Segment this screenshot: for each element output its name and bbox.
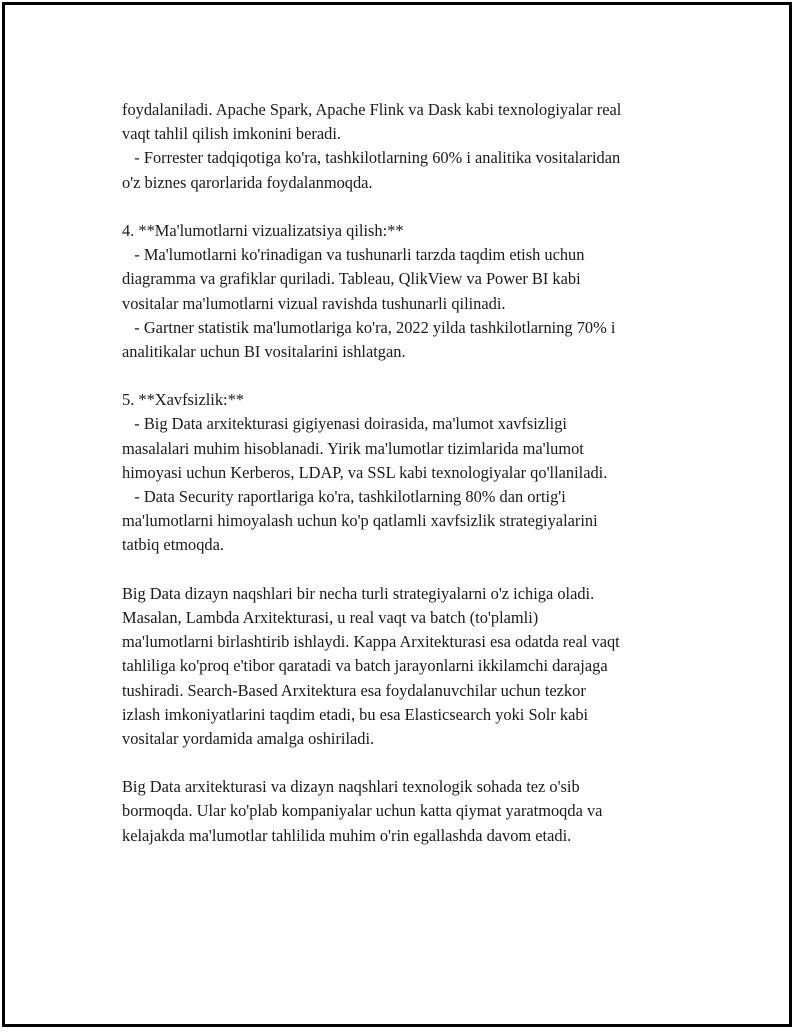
page-frame [2, 2, 792, 1027]
paragraph-conclusion [122, 775, 702, 848]
text-line: himoyasi uchun Kerberos, LDAP, va SSL kabi texnologiyalar qo'llaniladi. [122, 462, 608, 482]
text-line: ma'lumotlarni birlashtirib ishlaydi. Kappa Arxitekturasi esa odatda real vaqt [122, 632, 620, 652]
paragraph-processing-cont [122, 98, 702, 195]
text-line: tushiradi. Search-Based Arxitektura esa foydalanuvchilar uchun tezkor [122, 680, 586, 700]
text-line: Masalan, Lambda Arxitekturasi, u real vaqt va batch (to'plamli) [122, 607, 539, 627]
text-line: vositalar yordamida amalga oshiriladi. [122, 728, 375, 748]
paragraph-security [122, 388, 702, 557]
text-line: bormoqda. Ular ko'plab kompaniyalar uchun katta qiymat yaratmoqda va [122, 801, 603, 821]
text-line: o'z biznes qarorlarida foydalanmoqda. [122, 172, 373, 192]
text-line: masalalari muhim hisoblanadi. Yirik ma'lumotlar tizimlarida ma'lumot [122, 438, 584, 458]
text-line: - Big Data arxitekturasi gigiyenasi doirasida, ma'lumot xavfsizligi [122, 414, 567, 434]
text-line: tahliliga ko'proq e'tibor qaratadi va batch jarayonlarni ikkilamchi darajaga [122, 656, 608, 676]
paragraph-gap [122, 751, 702, 775]
paragraph-gap [122, 558, 702, 582]
text-line: vaqt tahlil qilish imkonini beradi. [122, 124, 341, 144]
text-line: izlash imkoniyatlarini taqdim etadi, bu esa Elasticsearch yoki Solr kabi [122, 704, 589, 724]
text-line: - Data Security raportlariga ko'ra, tashkilotlarning 80% dan ortig'i [122, 487, 566, 506]
paragraph-design-patterns [122, 582, 702, 751]
text-line: - Gartner statistik ma'lumotlariga ko'ra, 2022 yilda tashkilotlarning 70% i [122, 317, 616, 337]
paragraph-gap [122, 364, 702, 388]
text-line: foydalaniladi. Apache Spark, Apache Flink va Dask kabi texnologiyalar real [122, 100, 622, 119]
text-line: - Ma'lumotlarni ko'rinadigan va tushunarli tarzda taqdim etish uchun [122, 245, 585, 265]
section-heading: 4. **Ma'lumotlarni vizualizatsiya qilish:** [122, 220, 404, 240]
text-line: ma'lumotlarni himoyalash uchun ko'p qatlamli xavfsizlik strategiyalarini [122, 511, 598, 531]
text-line: Big Data dizayn naqshlari bir necha turli strategiyalarni o'z ichiga oladi. [122, 583, 595, 603]
section-heading: 5. **Xavfsizlik:** [122, 390, 245, 410]
text-line: Big Data arxitekturasi va dizayn naqshlari texnologik sohada tez o'sib [122, 777, 580, 797]
text-line: vositalar ma'lumotlarni vizual ravishda tushunarli qilinadi. [122, 293, 506, 313]
paragraph-visualization [122, 219, 702, 364]
text-line: diagramma va grafiklar quriladi. Tableau, QlikView va Power BI kabi [122, 269, 581, 289]
text-line: tatbiq etmoqda. [122, 535, 224, 555]
paragraph-gap [122, 195, 702, 219]
text-line: analitikalar uchun BI vositalarini ishlatgan. [122, 341, 406, 361]
text-line: kelajakda ma'lumotlar tahlilida muhim o'rin egallashda davom etadi. [122, 825, 572, 845]
text-line: - Forrester tadqiqotiga ko'ra, tashkilotlarning 60% i analitika vositalaridan [122, 148, 621, 168]
document-body [122, 98, 702, 848]
